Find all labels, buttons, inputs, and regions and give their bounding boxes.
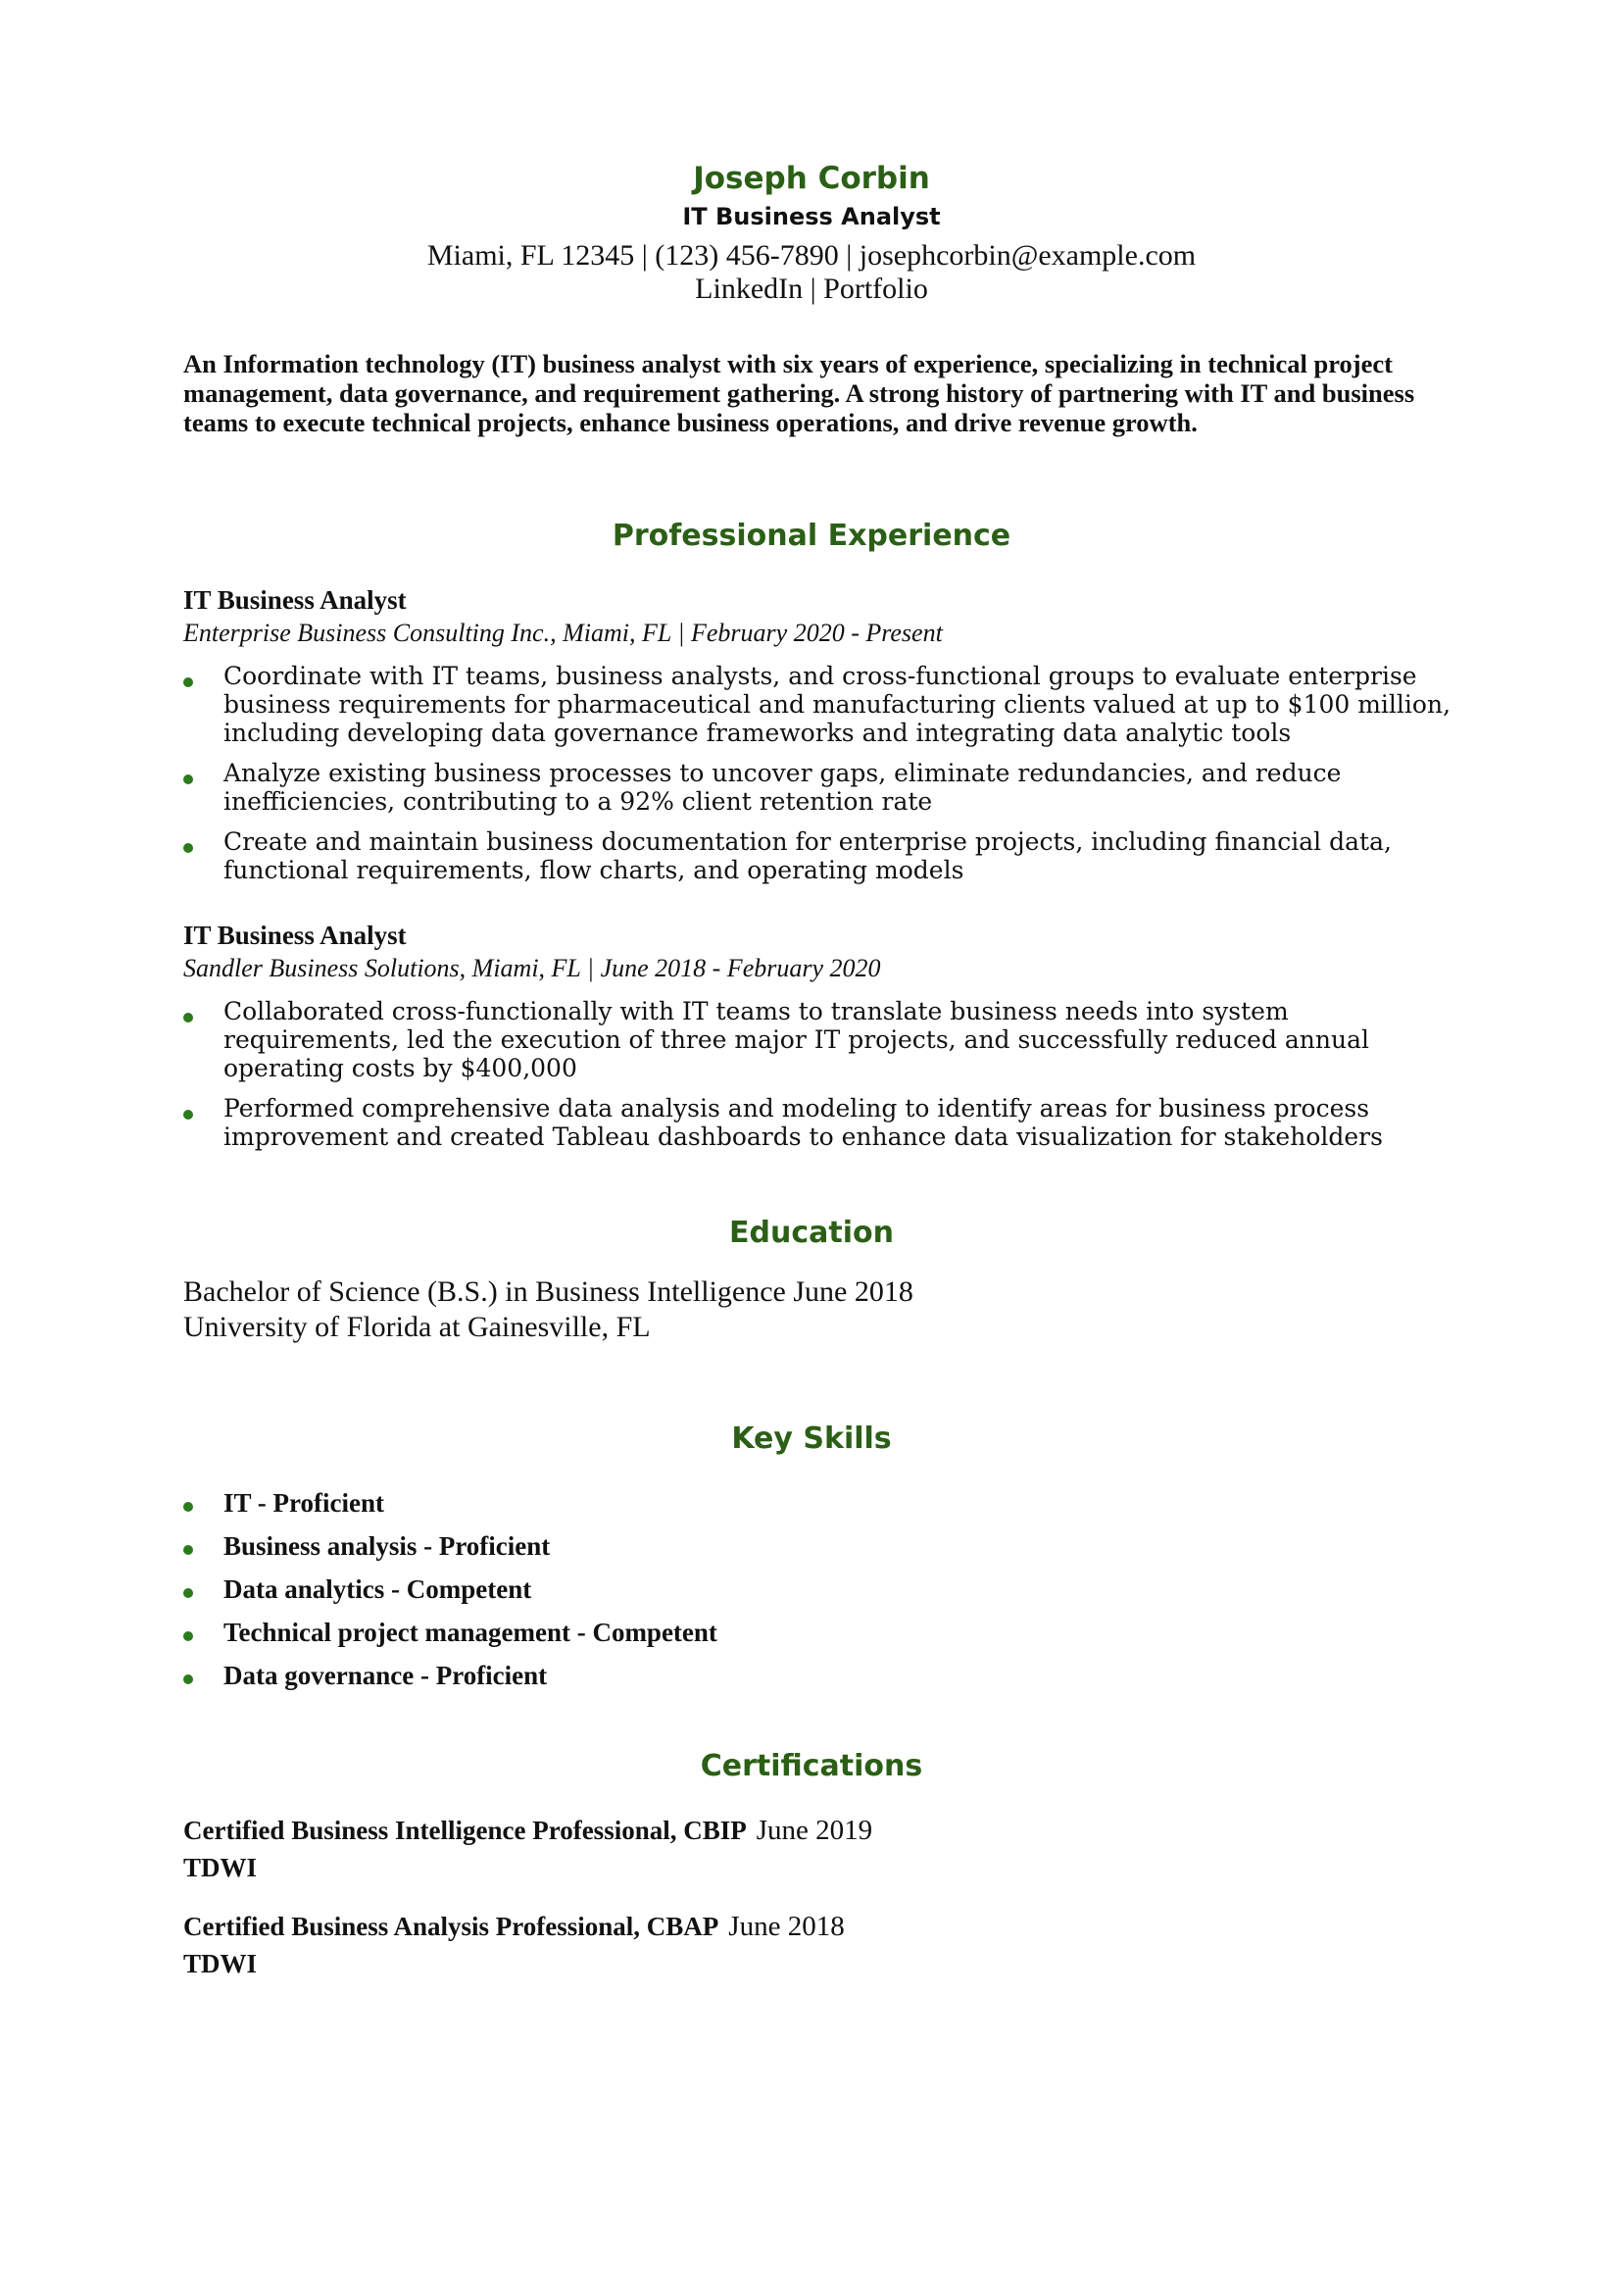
education-degree: Bachelor of Science (B.S.) in Business Intelligence June 2018 (183, 1275, 913, 1308)
summary-paragraph: An Information technology (IT) business analyst with six years of experience, specializing in technical project management, data governance, and requirement gathering. A strong history of partnering with IT and business teams to execute technical projects, enhance business operations, and drive revenue growth. (183, 349, 1415, 437)
skill-text: Data analytics - Competent (223, 1574, 532, 1604)
skill-text: IT - Proficient (223, 1488, 384, 1518)
skill-text: Data governance - Proficient (223, 1661, 548, 1690)
bullet-dot-icon (183, 774, 193, 784)
job-bullets (183, 997, 1457, 1151)
skill-item (183, 1572, 1457, 1616)
section-title-experience: Professional Experience (612, 519, 1011, 553)
bullet-text: Analyze existing business processes to uncover gaps, eliminate redundancies, and reduce inefficiencies, contributing to a 92% client retention rate (223, 759, 1342, 816)
skill-item (183, 1529, 1457, 1572)
certification-name: Certified Business Intelligence Professional, CBIP (183, 1816, 747, 1845)
candidate-headline: IT Business Analyst (682, 203, 941, 230)
certification-issuer: TDWI (183, 1853, 258, 1882)
skill-item (183, 1659, 1457, 1702)
job-bullets (183, 662, 1457, 884)
bullet-dot-icon (183, 677, 193, 687)
profile-links: LinkedIn | Portfolio (695, 273, 928, 305)
skill-text: Business analysis - Proficient (223, 1531, 551, 1561)
section-title-certifications: Certifications (700, 1749, 923, 1783)
section-title-skills: Key Skills (731, 1422, 892, 1456)
certification-entry (183, 1908, 1457, 1982)
skills-list (183, 1486, 1457, 1702)
bullet-dot-icon (183, 843, 193, 853)
job-bullet (183, 997, 1457, 1082)
bullet-text: Coordinate with IT teams, business analysts, and cross-functional groups to evaluate enterprise business requirements for pharmaceutical and manufacturing clients valued at up to $100 million, including developing data governance frameworks and integrating data analytic tools (223, 662, 1451, 747)
job-entry (183, 583, 1457, 896)
candidate-name: Joseph Corbin (693, 161, 930, 196)
job-bullet (183, 1094, 1457, 1151)
certification-name: Certified Business Analysis Professional, CBAP (183, 1912, 719, 1941)
skill-text: Technical project management - Competent (223, 1618, 717, 1647)
skill-item (183, 1616, 1457, 1659)
job-bullet (183, 759, 1457, 816)
bullet-dot-icon (183, 1674, 193, 1684)
certification-issuer: TDWI (183, 1949, 258, 1978)
bullet-dot-icon (183, 1013, 193, 1023)
job-meta: Sandler Business Solutions, Miami, FL | June 2018 - February 2020 (183, 954, 881, 982)
job-title: IT Business Analyst (183, 921, 407, 950)
contact-line: Miami, FL 12345 | (123) 456-7890 | josephcorbin@example.com (426, 239, 1197, 272)
bullet-text: Create and maintain business documentation for enterprise projects, including financial data, functional requirements, flow charts, and operating models (223, 827, 1392, 884)
certification-date: June 2018 (728, 1911, 845, 1942)
job-bullet (183, 662, 1457, 747)
certification-date: June 2019 (756, 1815, 873, 1846)
education-entry (183, 1274, 913, 1345)
job-title: IT Business Analyst (183, 585, 407, 615)
bullet-dot-icon (183, 1110, 193, 1120)
bullet-dot-icon (183, 1545, 193, 1555)
resume-header (0, 157, 1623, 306)
bullet-dot-icon (183, 1588, 193, 1598)
bullet-text: Collaborated cross-functionally with IT teams to translate business needs into system requirements, led the execution of three major IT projects, and successfully reduced annual operating costs by $400,000 (223, 997, 1370, 1082)
skill-item (183, 1486, 1457, 1529)
education-school: University of Florida at Gainesville, FL (183, 1311, 651, 1343)
job-bullet (183, 827, 1457, 884)
bullet-text: Performed comprehensive data analysis and modeling to identify areas for business process improvement and created Tableau dashboards to enhance data visualization for stakeholders (223, 1094, 1383, 1151)
job-meta: Enterprise Business Consulting Inc., Miami, FL | February 2020 - Present (183, 619, 943, 647)
bullet-dot-icon (183, 1631, 193, 1641)
bullet-dot-icon (183, 1502, 193, 1512)
section-title-education: Education (729, 1216, 894, 1250)
certification-entry (183, 1812, 1457, 1886)
job-entry (183, 919, 1457, 1163)
